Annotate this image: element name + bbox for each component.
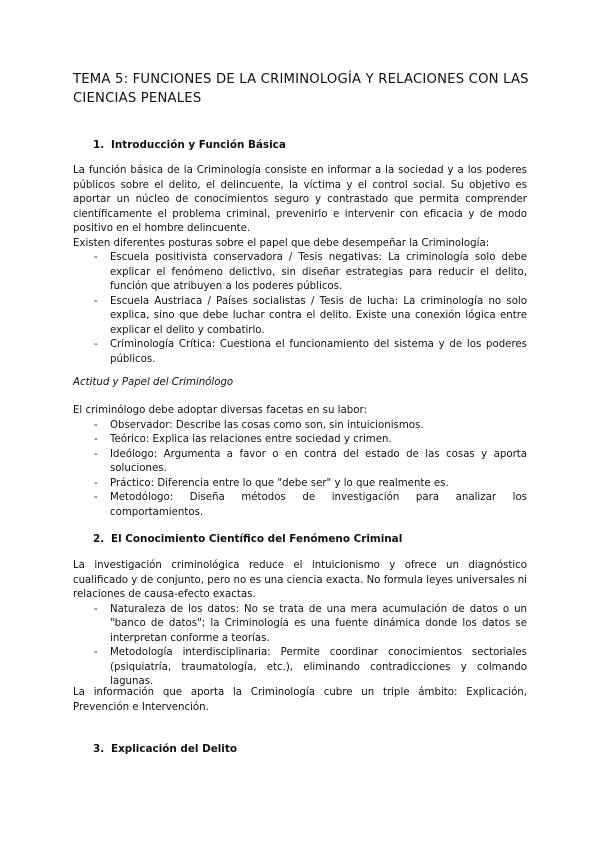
- list-item: - Naturaleza de los datos: No se trata de una mera acumulación de datos o un "banco de datos"; la Criminología es una fuente dinámica donde los datos se interpretan conforme a teorías.: [73, 603, 527, 647]
- section-title: El Conocimiento Científico del Fenómeno Criminal: [111, 533, 403, 545]
- section-number: 3.: [93, 743, 105, 755]
- paragraph: La función básica de la Criminología consiste en informar a la sociedad y a los poderes públicos sobre el delito, el delincuente, la víctima y el control social. Su objetivo es aportar un núcleo de conocimientos seguro y contrastado que permita comprender científicamente el problema criminal, prevenirlo e intervenir con eficacia y de modo positivo en el hombre delincuente.: [73, 165, 527, 234]
- paragraph: El criminólogo debe adoptar diversas facetas en su labor:: [73, 405, 367, 416]
- section-title: Introducción y Función Básica: [111, 139, 286, 151]
- section-heading-1: [93, 139, 286, 151]
- list-item: - Ideólogo: Argumenta a favor o en contra del estado de las cosas y aporta soluciones.: [73, 448, 527, 477]
- section-heading-2: [93, 533, 402, 545]
- list-item: - Criminología Crítica: Cuestiona el funcionamiento del sistema y de los poderes públicos.: [73, 338, 527, 367]
- section-number: 2.: [93, 533, 105, 545]
- closing-paragraph: La información que aporta la Criminología cubre un triple ámbito: Explicación, Prevención e Intervención.: [73, 687, 527, 713]
- list-item: - Escuela positivista conservadora / Tesis negativas: La criminología solo debe explicar el fenómeno delictivo, sin diseñar estrategias para reducir el delito, función que atribuyen a los poderes públicos.: [73, 251, 527, 295]
- list-item: - Teórico: Explica las relaciones entre sociedad y crimen.: [73, 433, 527, 448]
- bullet-list: [73, 251, 527, 367]
- section-2-body: [73, 559, 527, 690]
- list-item: - Metodología interdisciplinaria: Permite coordinar conocimientos sectoriales (psiquiatría, traumatología, etc.), eliminando contradicciones y colmando lagunas.: [73, 646, 527, 690]
- list-item: - Práctico: Diferencia entre lo que "debe ser" y lo que realmente es.: [73, 477, 527, 492]
- paragraph: La investigación criminológica reduce el intuicionismo y ofrece un diagnóstico cualificado y de conjunto, pero no es una ciencia exacta. No formula leyes universales ni relaciones de causa-efecto exactas.: [73, 560, 527, 600]
- section-heading-3: [93, 743, 237, 755]
- list-item: - Observador: Describe las cosas como son, sin intuicionismos.: [73, 419, 527, 434]
- list-item: - Metodólogo: Diseña métodos de investigación para analizar los comportamientos.: [73, 491, 527, 520]
- list-item: - Escuela Austriaca / Países socialistas / Tesis de lucha: La criminología no solo explica, sino que debe luchar contra el delito. Existe una conexión lógica entre explicar el delito y combatirlo.: [73, 295, 527, 339]
- bullet-list: [73, 603, 527, 690]
- paragraph: Existen diferentes posturas sobre el papel que debe desempeñar la Criminología:: [73, 237, 490, 249]
- subheading: Actitud y Papel del Criminólogo: [73, 377, 234, 388]
- subsection-body: [73, 404, 527, 520]
- section-title: Explicación del Delito: [111, 743, 237, 755]
- document-title: TEMA 5: FUNCIONES DE LA CRIMINOLOGÍA Y RELACIONES CON LAS CIENCIAS PENALES: [73, 72, 529, 106]
- bullet-list: [73, 419, 527, 521]
- section-number: 1.: [93, 139, 105, 151]
- section-1-body: [73, 164, 527, 367]
